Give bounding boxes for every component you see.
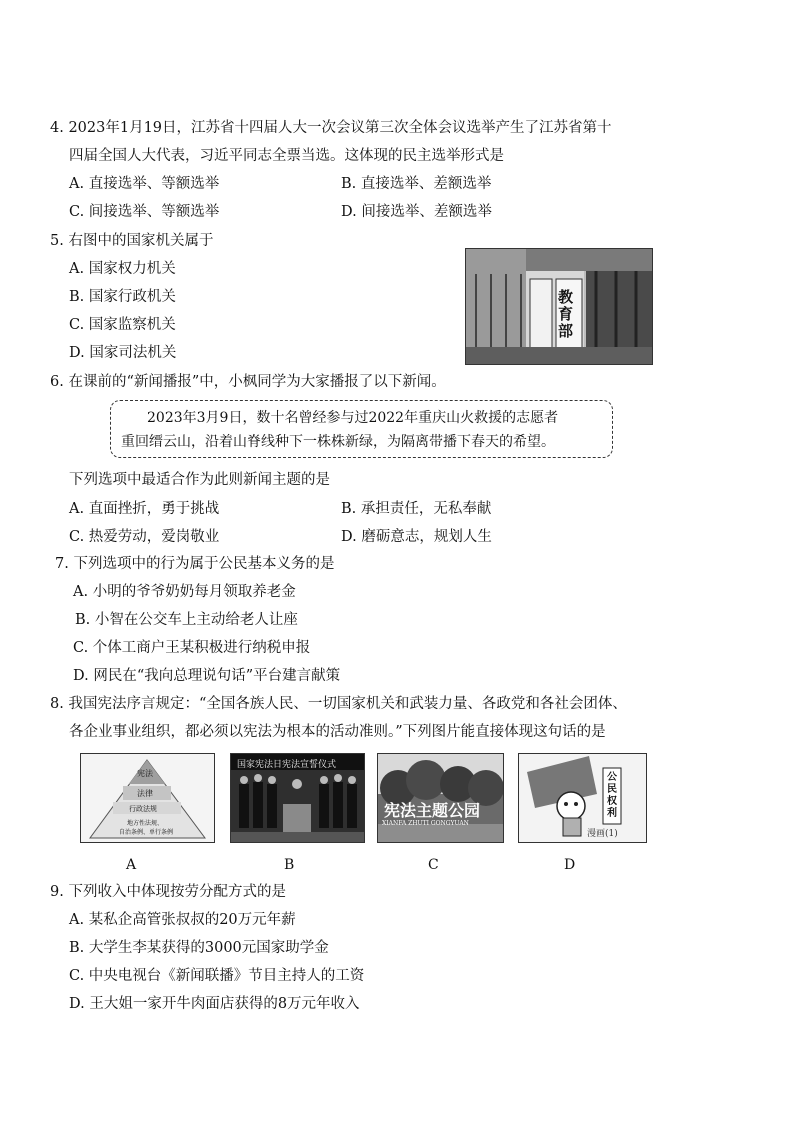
q6-prompt: 下列选项中最适合作为此则新闻主题的是 [69, 472, 330, 488]
q4-option-d: D. 间接选举、差额选举 [341, 204, 492, 220]
cartoon-label: 公民权利 [607, 772, 617, 819]
q7-option-d: D. 网民在“我向总理说句话”平台建言献策 [73, 668, 341, 684]
q5-option-d: D. 国家司法机关 [69, 345, 177, 361]
pyramid-level-3: 行政法规 [129, 805, 157, 813]
news-text-line1: 2023年3月9日，数十名曾经参与过2022年重庆山火救援的志愿者 [147, 410, 559, 426]
cartoon-scribble: 漫画(1) [587, 829, 618, 839]
image-a-legal-pyramid [80, 753, 215, 843]
image-a-caption: A [126, 857, 137, 873]
q5-option-b: B. 国家行政机关 [69, 289, 176, 305]
q7-stem: 7. 下列选项中的行为属于公民基本义务的是 [55, 556, 335, 572]
image-b-caption: B [284, 857, 295, 873]
q4-stem-line2: 四届全国人大代表，习近平同志全票当选。这体现的民主选举形式是 [69, 148, 504, 164]
q4-stem-line1: 4. 2023年1月19日，江苏省十四届人大一次会议第三次全体会议选举产生了江苏省第十 [50, 120, 612, 136]
pyramid-level-4: 地方性法规、 [127, 820, 164, 827]
image-d-cartoon [518, 753, 647, 843]
q6-option-b: B. 承担责任，无私奉献 [341, 501, 492, 517]
image-d-caption: D [564, 857, 576, 873]
image-c-caption: C [428, 857, 439, 873]
q9-option-b: B. 大学生李某获得的3000元国家助学金 [69, 940, 329, 956]
q4-option-b: B. 直接选举、差额选举 [341, 176, 492, 192]
q6-stem: 6. 在课前的“新闻播报”中，小枫同学为大家播报了以下新闻。 [50, 374, 446, 390]
q7-option-c: C. 个体工商户王某积极进行纳税申报 [73, 640, 311, 656]
pyramid-level-5: 自治条例、单行条例 [119, 829, 174, 836]
q8-stem-line2: 各企业事业组织，都必须以宪法为根本的活动准则。”下列图片能直接体现这句话的是 [69, 724, 606, 740]
ministry-sign-text: 教育部 [558, 288, 574, 340]
q4-option-c: C. 间接选举、等额选举 [69, 204, 220, 220]
news-box [110, 400, 613, 458]
q9-option-a: A. 某私企高管张叔叔的20万元年薪 [69, 912, 296, 928]
q7-option-a: A. 小明的爷爷奶奶每月领取养老金 [73, 584, 296, 600]
q5-option-c: C. 国家监察机关 [69, 317, 176, 333]
q7-option-b: B. 小智在公交车上主动给老人让座 [75, 612, 298, 628]
park-sign-sub: XIANFA ZHUTI GONGYUAN [382, 820, 469, 827]
oath-banner-text: 国家宪法日宪法宣誓仪式 [237, 760, 337, 770]
q5-stem: 5. 右图中的国家机关属于 [50, 233, 214, 249]
ministry-building-photo [465, 248, 653, 365]
q8-stem-line1: 8. 我国宪法序言规定：“全国各族人民、一切国家机关和武装力量、各政党和各社会团体、 [50, 696, 627, 712]
cartoon-illustration [519, 754, 646, 842]
pyramid-level-2: 法律 [137, 789, 153, 798]
news-text-line2: 重回缙云山，沿着山脊线种下一株株新绿，为隔离带播下春天的希望。 [121, 434, 555, 450]
q9-option-c: C. 中央电视台《新闻联播》节目主持人的工资 [69, 968, 365, 984]
q5-option-a: A. 国家权力机关 [69, 261, 176, 277]
q9-option-d: D. 王大姐一家开牛肉面店获得的8万元年收入 [69, 996, 360, 1012]
q6-option-d: D. 磨砺意志，规划人生 [341, 529, 492, 545]
q6-option-c: C. 热爱劳动，爱岗敬业 [69, 529, 220, 545]
pyramid-level-1: 宪法 [137, 769, 153, 778]
q6-option-a: A. 直面挫折，勇于挑战 [69, 501, 220, 517]
q9-stem: 9. 下列收入中体现按劳分配方式的是 [50, 884, 286, 900]
image-b-oath-ceremony [230, 753, 365, 843]
q4-option-a: A. 直接选举、等额选举 [69, 176, 220, 192]
image-c-theme-park [377, 753, 504, 843]
park-sign-main: 宪法主题公园 [384, 801, 481, 820]
